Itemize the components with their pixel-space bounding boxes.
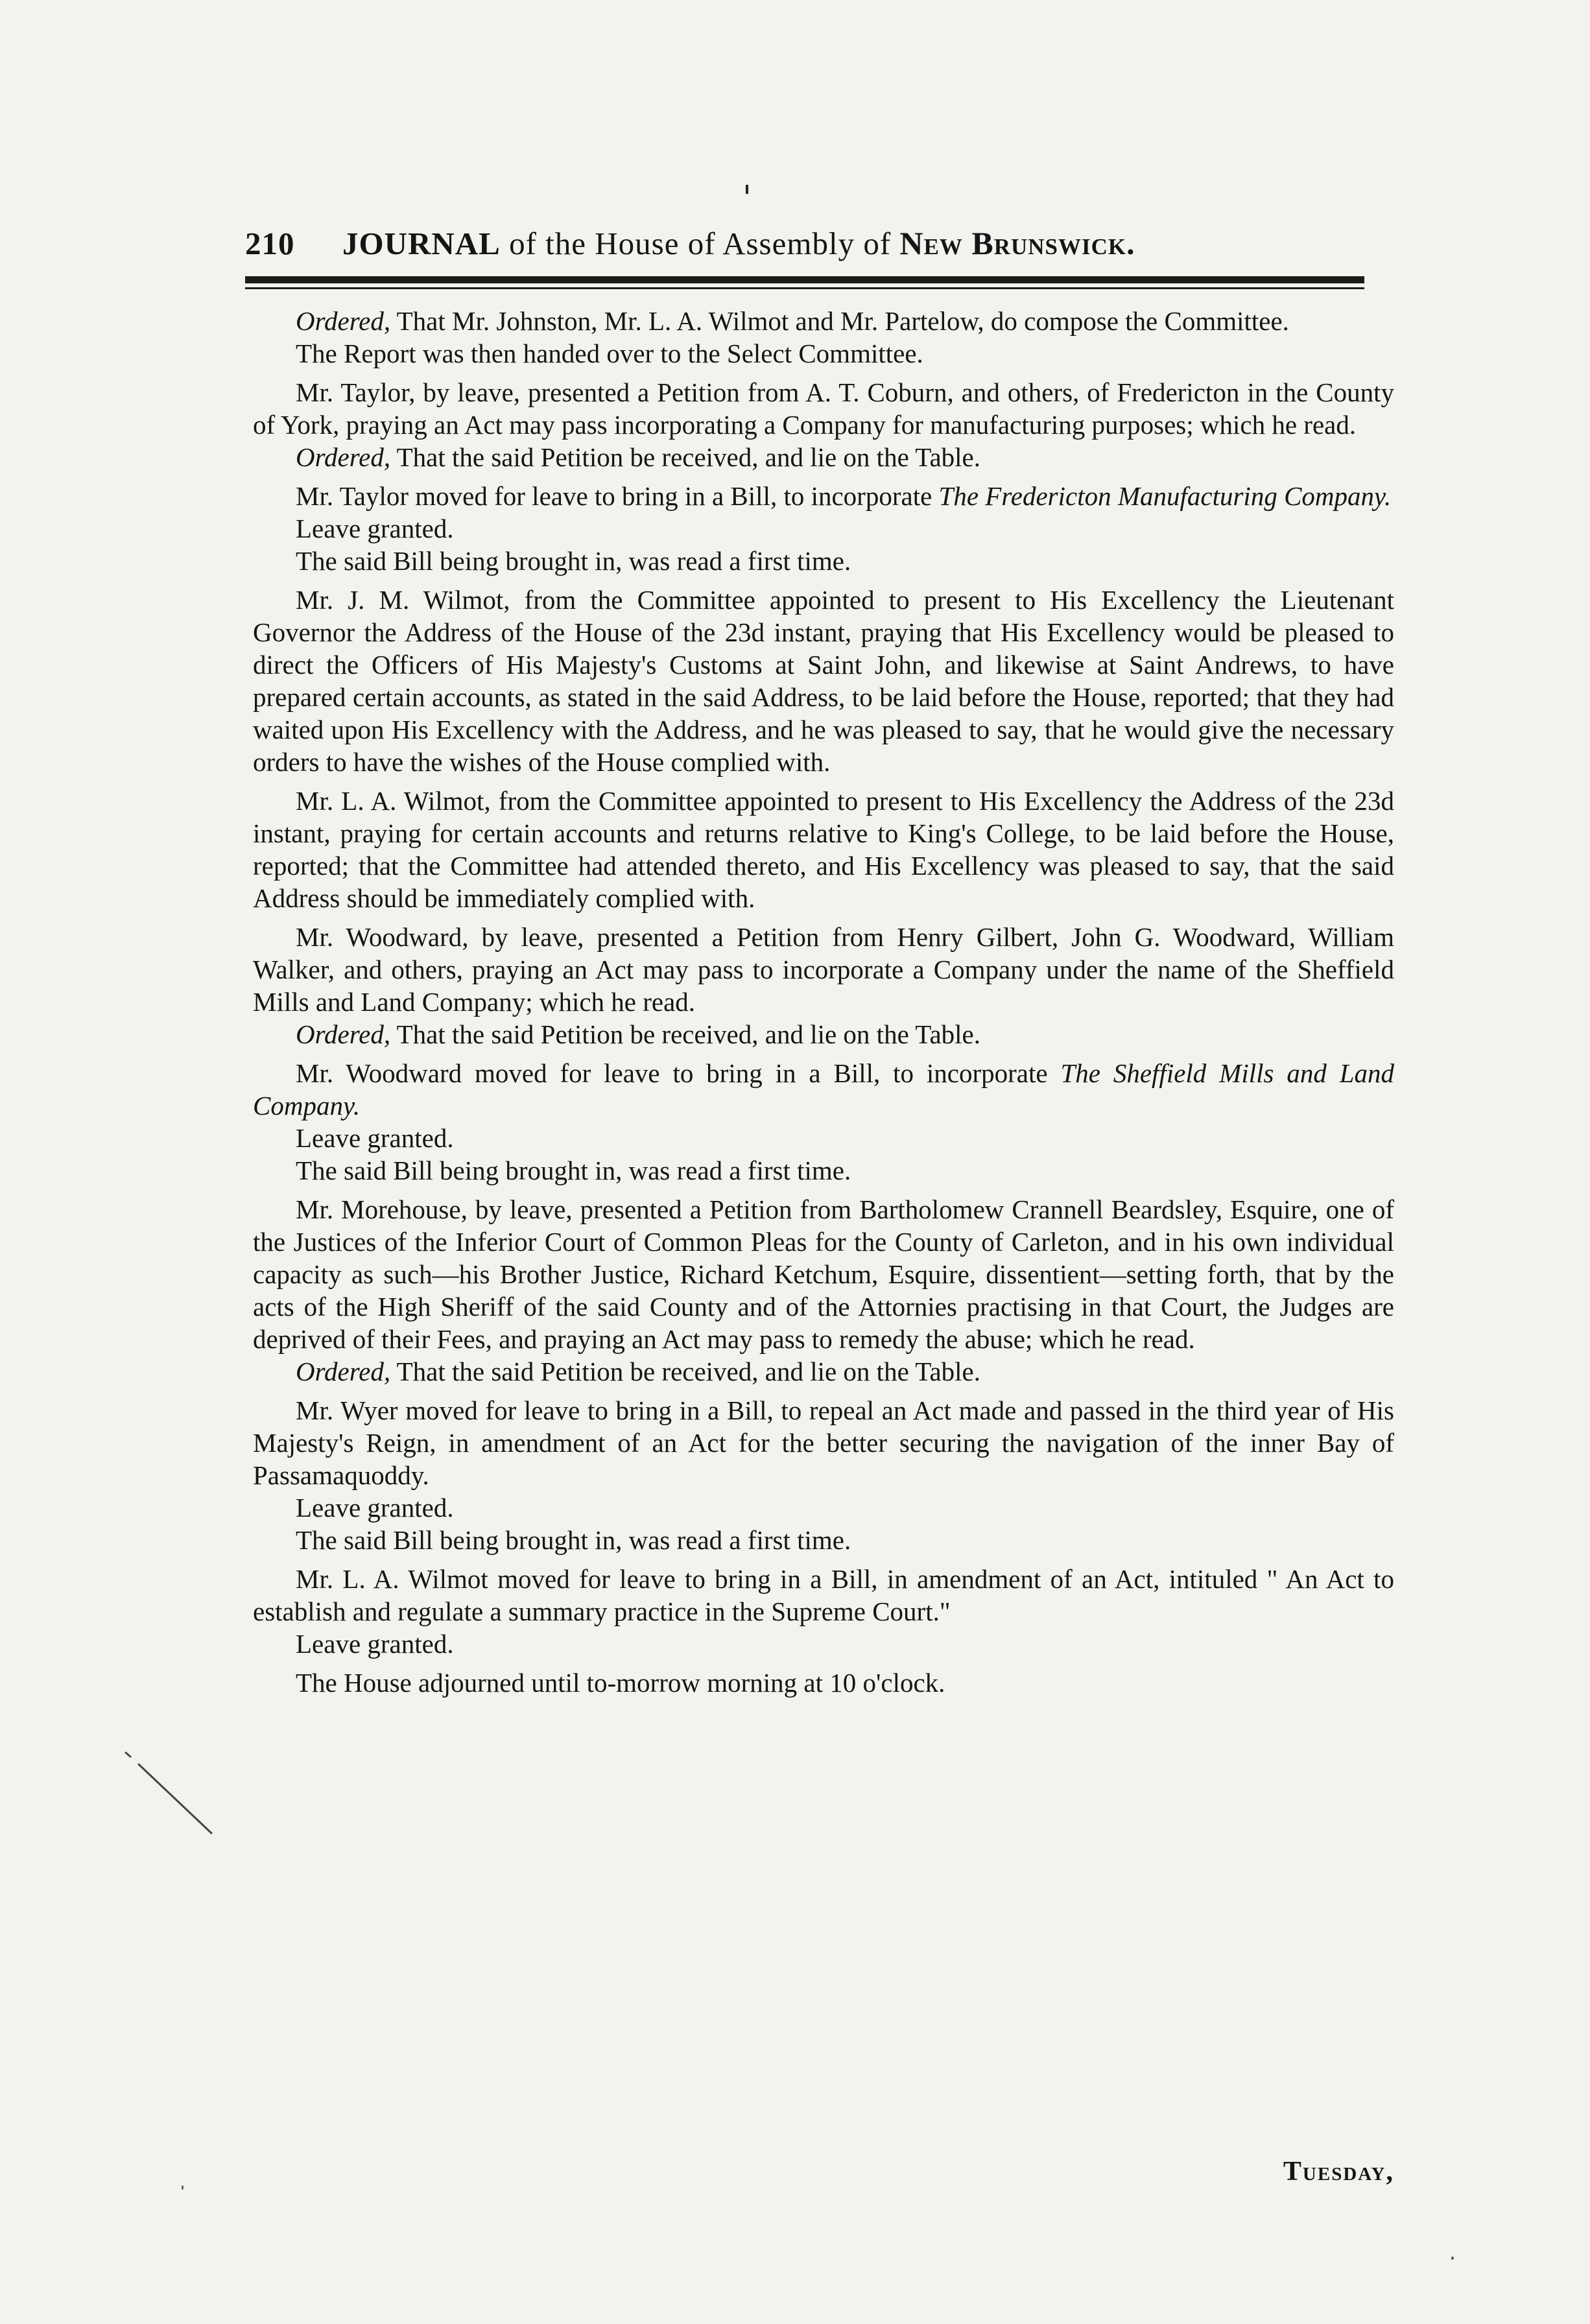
paragraph-taylor-petition: Mr. Taylor, by leave, presented a Petition from A. T. Coburn, and others, of Fredericton in the County of York, praying an Act may pass incorporating a Company for manufacturing purposes; which he read. — [253, 377, 1394, 440]
paragraph-wyer-bill: Mr. Wyer moved for leave to bring in a Bill, to repeal an Act made and passed in the third year of His Majesty's Reign, in amendment of an Act for the better securing the navigation of the inner Bay of Passamaquoddy. — [253, 1395, 1394, 1490]
dust-speck — [1451, 2257, 1454, 2260]
paragraph-la-wilmot-bill: Mr. L. A. Wilmot moved for leave to bring in a Bill, in amendment of an Act, intituled " An Act to establish and regulate a summary practice in the Supreme Court." — [253, 1564, 1394, 1626]
catchword: Tuesday, — [1283, 2157, 1394, 2187]
paragraph-leave-granted-2: Leave granted. — [296, 1123, 454, 1153]
paragraph-la-wilmot-report: Mr. L. A. Wilmot, from the Committee appointed to present to His Excellency the Address of the 23d instant, praying for certain accounts and returns relative to King's College, to be laid before the House, reported; that the Committee had attended thereto, and His Excellency was pleased to say, that the said Address should be immediately complied with. — [253, 786, 1394, 913]
paragraph-adjournment: The House adjourned until to-morrow morning at 10 o'clock. — [296, 1668, 945, 1698]
printer-tick-mark — [746, 185, 748, 194]
running-head-province: New Brunswick. — [899, 225, 1135, 261]
page-number: 210 — [245, 226, 295, 261]
paragraph-first-reading-2: The said Bill being brought in, was read a first time. — [296, 1156, 851, 1185]
paragraph-ordered-received-3 — [253, 1355, 1394, 1388]
paragraph-jm-wilmot-report: Mr. J. M. Wilmot, from the Committee appointed to present to His Excellency the Lieutenant Governor the Address of the House of the 23d instant, praying that His Excellency would be pleased to direct the Officers of His Majesty's Customs at Saint John, and likewise at Saint Andrews, to have prepared certain accounts, as stated in the said Address, to be laid before the House, reported; that they had waited upon His Excellency with the Address, and he was pleased to say, that he would give the necessary orders to have the wishes of the House complied with. — [253, 585, 1394, 777]
paragraph-report-handed: The Report was then handed over to the Select Committee. — [296, 338, 923, 368]
paragraph-ordered-received-2 — [253, 1018, 1394, 1050]
paragraph-text: That the said Petition be received, and lie on the Table. — [390, 442, 980, 472]
paragraph-woodward-petition: Mr. Woodward, by leave, presented a Petition from Henry Gilbert, John G. Woodward, William Walker, and others, praying an Act may pass to incorporate a Company under the name of the Sheffield Mills and Land Company; which he read. — [253, 922, 1394, 1017]
paragraph-text: Mr. Taylor moved for leave to bring in a Bill, to incorporate — [296, 481, 939, 511]
paragraph-morehouse-petition: Mr. Morehouse, by leave, presented a Petition from Bartholomew Crannell Beardsley, Esquire, one of the Justices of the Inferior Court of Common Pleas for the County of Carleton, and in his own individual capacity as such—his Brother Justice, Richard Ketchum, Esquire, dissentient—setting forth, that by the acts of the High Sheriff of the said County and of the Attornies practising in that Court, the Judges are deprived of their Fees, and praying an Act may pass to remedy the abuse; which he read. — [253, 1194, 1394, 1354]
running-head — [342, 224, 1135, 262]
paragraph-leave-granted-3: Leave granted. — [296, 1493, 454, 1523]
company-name: The Sheffield Mills and Land Company. — [253, 1058, 1395, 1120]
header-rule-thin — [245, 287, 1364, 289]
paragraph-first-reading-3: The said Bill being brought in, was read a first time. — [296, 1525, 851, 1555]
ordered-label: Ordered, — [296, 1019, 391, 1049]
journal-body — [253, 305, 1394, 1699]
header-rule-thick — [245, 276, 1364, 283]
dust-speck — [182, 2185, 184, 2190]
running-head-middle: of the House of Assembly of — [500, 226, 900, 261]
paragraph-text: That the said Petition be received, and lie on the Table. — [390, 1019, 980, 1049]
paragraph-text: That the said Petition be received, and lie on the Table. — [390, 1357, 980, 1386]
paragraph-leave-granted-4: Leave granted. — [296, 1629, 454, 1659]
paragraph-committee-composition — [253, 305, 1394, 337]
company-name: The Fredericton Manufacturing Company. — [938, 481, 1392, 511]
ordered-label: Ordered, — [296, 1357, 391, 1386]
ordered-label: Ordered, — [296, 442, 391, 472]
paragraph-text: Mr. Woodward moved for leave to bring in a Bill, to incorporate — [296, 1058, 1061, 1088]
paragraph-leave-granted-1: Leave granted. — [296, 514, 454, 543]
paragraph-ordered-received-1 — [253, 441, 1394, 473]
paragraph-woodward-bill — [253, 1057, 1394, 1122]
paragraph-text: That Mr. Johnston, Mr. L. A. Wilmot and Mr. Partelow, do compose the Committee. — [390, 306, 1289, 336]
page-header — [245, 224, 1373, 270]
ordered-label: Ordered, — [296, 306, 391, 336]
running-head-journal: JOURNAL — [342, 226, 501, 261]
paragraph-first-reading-1: The said Bill being brought in, was read a first time. — [296, 546, 851, 576]
paragraph-taylor-bill — [253, 480, 1394, 512]
stray-pen-mark-icon — [121, 1748, 218, 1838]
